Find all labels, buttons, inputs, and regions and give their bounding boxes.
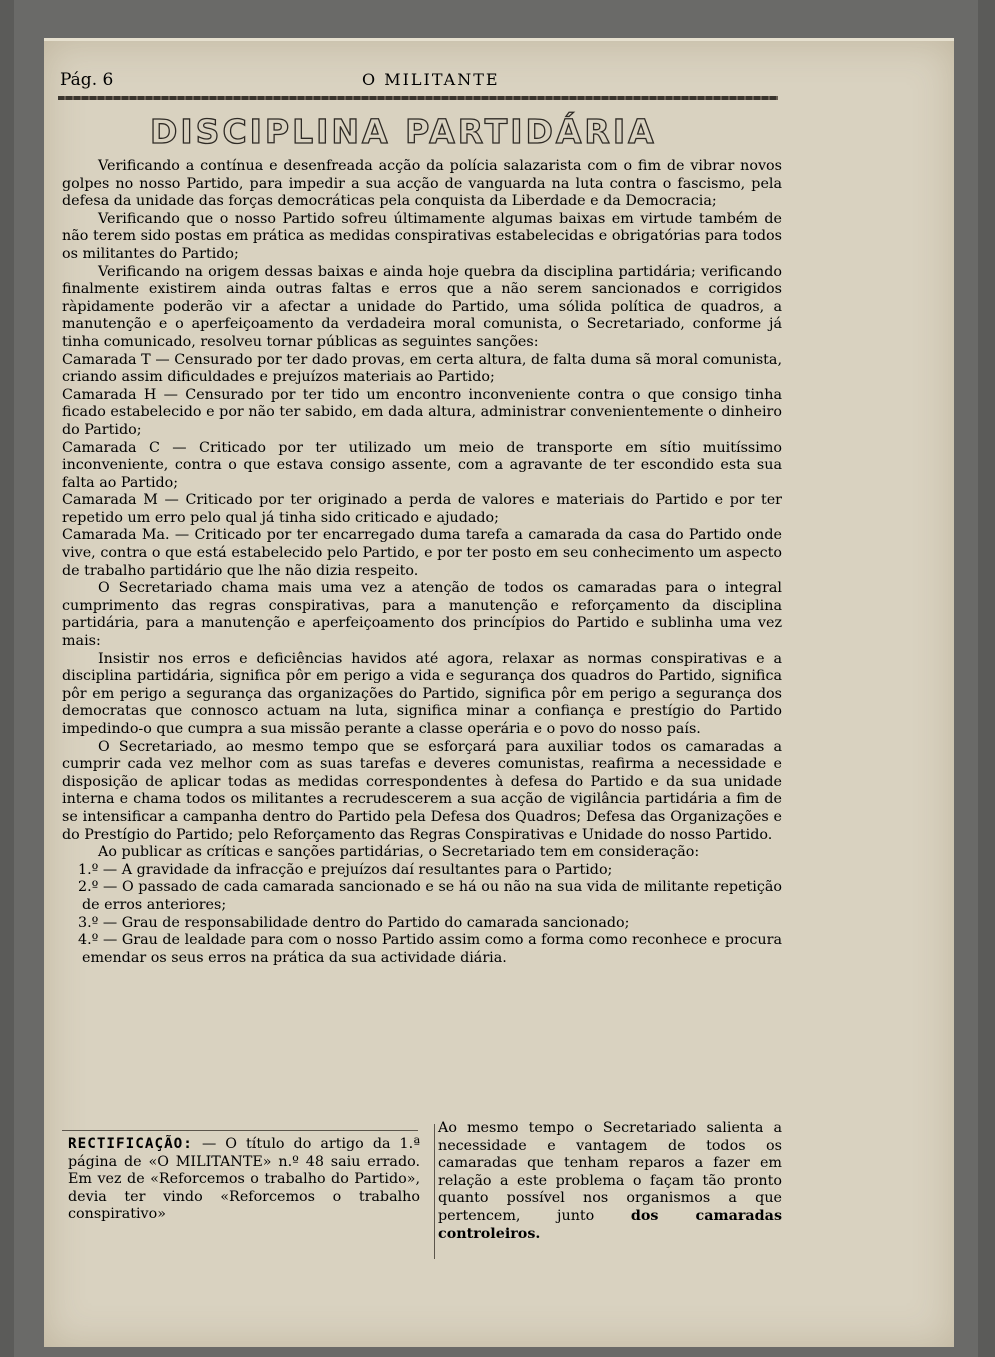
- sanction-item: Camarada T — Censurado por ter dado provas, em certa altura, de falta duma sã moral comunista, criando assim dificuldades e prejuízos materiais ao Partido;: [62, 351, 782, 386]
- sanction-item: Camarada Ma. — Criticado por ter encarregado duma tarefa a camarada da casa do Partido onde vive, contra o que está estabelecido pelo Partido, e por ter posto em seu conhecimento um aspecto de trabalho partidário que lhe não dizia respeito.: [62, 527, 782, 579]
- continuation-last-line: dos camaradas controleiros.: [438, 1207, 782, 1242]
- masthead: O MILITANTE: [362, 70, 500, 89]
- correction-box: [68, 1136, 420, 1224]
- paragraph: O Secretariado, ao mesmo tempo que se esforçará para auxiliar todos os camaradas a cumprir cada vez melhor com as suas tarefas e deveres comunistas, reafirma a necessidade e disposição de aplicar todas as medidas correspondentes à defesa do Partido e da sua unidade interna e chama todos os militantes a recrudescerem a sua acção de vigilância partidária a fim de se intensificar a campanha dentro do Partido pela Defesa dos Quadros; Defesa das Organizações e do Prestígio do Partido; pelo Reforçamento das Regras Conspirativas e Unidade do nosso Partido.: [62, 738, 782, 843]
- box-rule: [62, 1130, 418, 1131]
- article-title: DISCIPLINA PARTIDÁRIA: [150, 112, 657, 151]
- continuation-column: [438, 1120, 782, 1243]
- page-header: [60, 70, 780, 94]
- sanction-item: Camarada C — Criticado por ter utilizado um meio de transporte em sítio muitíssimo inconveniente, contra o que estava consigo assente, com a agravante de ter escondido esta sua falta ao Partido;: [62, 439, 782, 491]
- column-divider: [434, 1124, 435, 1259]
- paragraph: Verificando a contínua e desenfreada acção da polícia salazarista com o fim de vibrar novos golpes no nosso Partido, para impedir a sua acção de vanguarda na luta contra o fascismo, pela defesa da unidade das forças democráticas pela conquista da Liberdade e da Democracia;: [62, 158, 782, 210]
- paragraph: Ao publicar as críticas e sanções partidárias, o Secretariado tem em consideração:: [98, 844, 700, 861]
- paragraph: Insistir nos erros e deficiências havidos até agora, relaxar as normas conspirativas e a disciplina partidária, significa pôr em perigo a vida e segurança dos quadros do Partido, significa pôr em perigo a segurança das organizações do Partido, significa pôr em perigo a segurança dos democratas que connosco actuam na luta, significa minar a confiança e prestígio do Partido impedindo-o que cumpra a sua missão perante a classe operária e o povo do nosso país.: [62, 650, 782, 737]
- consideration-item: 4.º — Grau de lealdade para com o nosso Partido assim como a forma como reconhece e procura emendar os seus erros na prática da sua actividade diária.: [78, 932, 782, 966]
- sanction-item: Camarada M — Criticado por ter originado a perda de valores e materiais do Partido e por ter repetido um erro pelo qual já tinha sido criticado e ajudado;: [62, 492, 782, 526]
- header-rule: [58, 96, 778, 100]
- consideration-item: 1.º — A gravidade da infracção e prejuízos daí resultantes para o Partido;: [78, 861, 613, 878]
- consideration-item: 3.º — Grau de responsabilidade dentro do Partido do camarada sancionado;: [78, 914, 630, 931]
- bottom-section: [62, 1120, 782, 1260]
- correction-text: — O título do artigo da 1.ª página de «O MILITANTE» n.º 48 saiu errado. Em vez de «Reforcemos o trabalho do Partido», devia ter vindo «Reforcemos o trabalho conspirativo»: [68, 1136, 420, 1223]
- article-body: [62, 158, 782, 967]
- correction-heading: RECTIFICAÇÃO:: [68, 1136, 193, 1152]
- continuation-text: Ao mesmo tempo o Secretariado salienta a necessidade e vantagem de todos os camaradas que tenham reparos a fazer em relação a este problema o façam tão pronto quanto possível nos organismos a que pertencem, junto: [438, 1120, 782, 1224]
- paragraph: Verificando na origem dessas baixas e ainda hoje quebra da disciplina partidária; verificando finalmente existirem ainda outras faltas e erros que a não serem sancionados e corrigidos ràpidamente poderão vir a afectar a unidade do Partido, uma sólida política de quadros, a manutenção e o aperfeiçoamento da verdadeira moral comunista, o Secretariado, conforme já tinha comunicado, resolveu tornar públicas as seguintes sanções:: [62, 263, 782, 350]
- paragraph: O Secretariado chama mais uma vez a atenção de todos os camaradas para o integral cumprimento das regras conspirativas, para a manutenção e reforçamento da disciplina partidária, para a manutenção e aperfeiçoamento dos princípios do Partido e sublinha uma vez mais:: [62, 580, 782, 650]
- sanction-item: Camarada H — Censurado por ter tido um encontro inconveniente contra o que consigo tinha ficado estabelecido e por não ter sabido, em dada altura, administrar convenientemente o dinheiro do Partido;: [62, 386, 782, 438]
- paragraph: Verificando que o nosso Partido sofreu últimamente algumas baixas em virtude também de não terem sido postas em prática as medidas conspirativas estabelecidas e obrigatórias para todos os militantes do Partido;: [62, 210, 782, 262]
- page-number: Pág. 6: [60, 70, 114, 90]
- consideration-item: 2.º — O passado de cada camarada sancionado e se há ou não na sua vida de militante repetição de erros anteriores;: [78, 879, 782, 913]
